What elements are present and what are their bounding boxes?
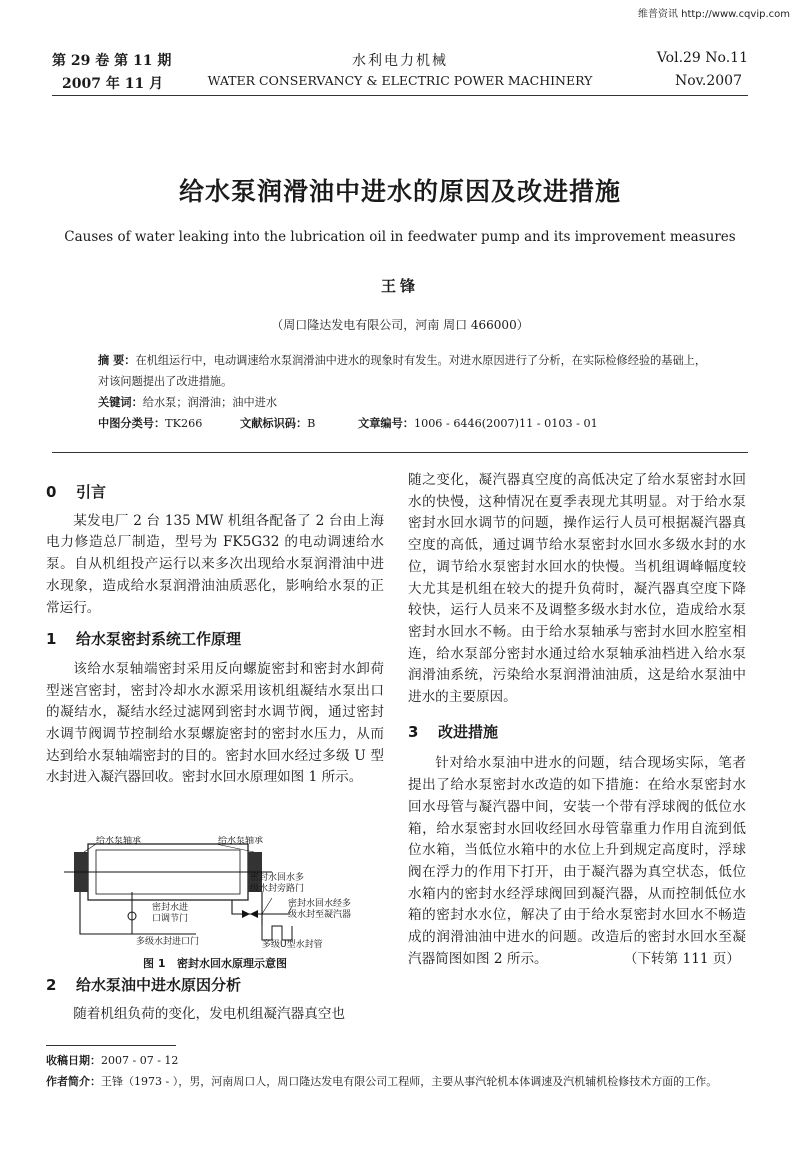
fig1-label: 多级水封进口门 — [136, 937, 200, 947]
author-name: 王锋 — [380, 277, 419, 295]
left-column — [46, 482, 384, 789]
fig1-label: 级水封至凝汽器 — [288, 910, 352, 920]
watermark: 维普资讯 http://www.cqvip.com — [637, 9, 790, 20]
paragraph-intro: 某发电厂 2 台 135 MW 机组各配备了 2 台由上海电力修造总厂制造，型号为 FK5G32 的电动调速给水泵。自从机组投产运行以来多次出现给水泵润滑油中进水现象，造成给水泵润滑油油质恶化，影响给水泵的正常运行。 — [46, 512, 384, 616]
left-column-bottom — [46, 975, 384, 1025]
date-en: Nov.2007 — [674, 73, 742, 89]
section-heading: 2 给水泵油中进水原因分析 — [46, 976, 242, 994]
article-title: 给水泵润滑油中进水的原因及改进措施 — [178, 177, 621, 206]
abstract — [98, 350, 710, 392]
classification-line — [98, 413, 710, 434]
figure-1-caption: 图 1 密封水回水原理示意图 — [143, 957, 287, 970]
article-title-en: Causes of water leaking into the lubrication oil in feedwater pump and its improvement measures — [64, 229, 736, 245]
volume-issue-en: Vol.29 No.11 — [656, 50, 748, 66]
article-no-label: 文章编号： — [358, 417, 414, 430]
section-heading: 0 引言 — [46, 483, 107, 501]
figure-1-diagram — [56, 836, 376, 948]
fig1-label: 密封水回水多 — [250, 873, 305, 883]
date-cn: 2007 年 11 月 — [62, 76, 164, 92]
clc-value: TK266 — [165, 417, 203, 430]
fig1-label: 级水封旁路门 — [250, 884, 305, 894]
paragraph-seal-principle: 该给水泵轴端密封采用反向螺旋密封和密封水卸荷型迷宫密封，密封冷却水水源采用该机组凝结水泵出口的凝结水，凝结水经过滤网到密封水调节阀，通过密封水调节阀调节控制给水泵螺旋密封的密封水压力，从而达到给水泵轴端密封的目的。密封水回水经过多级 U 型水封进入凝汽器回收。密封水回水原理如图 1 所示。 — [46, 660, 384, 786]
section-heading: 1 给水泵密封系统工作原理 — [46, 630, 242, 649]
footnote-rule — [46, 1045, 176, 1046]
journal-name-cn: 水利电力机械 — [352, 53, 448, 69]
fig1-label: 多级U型水封管 — [262, 940, 323, 948]
keywords — [98, 392, 710, 413]
fig1-label: 密封水回水经多 — [288, 899, 352, 909]
abstract-rule — [52, 452, 748, 453]
keywords-label: 关键词： — [98, 396, 143, 409]
fig1-label: 密封水进 — [152, 903, 189, 913]
abstract-label: 摘 要： — [98, 354, 136, 367]
clc-label: 中图分类号： — [98, 417, 166, 430]
paragraph-cause-cont: 随之变化，凝汽器真空度的高低决定了给水泵密封水回水的快慢，这种情况在夏季表现尤其明显。对于给水泵密封水回水调节的问题，操作运行人员可根据凝汽器真空度的高低，通过调节给水泵密封水回水多级水封的水位，调节给水泵密封水回水的快慢。当机组调峰幅度较大尤其是机组在较大的提升负荷时，凝汽器真空度下降较快，运行人员来不及调整多级水封水位，造成给水泵密封水回水不畅。由于给水泵轴承与密封水回水腔室相连，给水泵部分密封水通过给水泵轴承油档进入给水泵润滑油系统，污染给水泵润滑油油质，这是给水泵油中进水的主要原因。 — [408, 472, 746, 706]
received-date: 收稿日期：2007 - 07 - 12 — [46, 1054, 179, 1067]
author-bio: 作者简介：王锋（1973 - ），男，河南周口人，周口隆达发电有限公司工程师，主要从事汽轮机本体调速及汽机辅机检修技术方面的工作。 — [46, 1075, 718, 1088]
paragraph-measures: 针对给水泵油中进水的问题，结合现场实际，笔者提出了给水泵密封水改造的如下措施：在给水泵密封水回水母管与凝汽器中间，安装一个带有浮球阀的低位水箱，给水泵密封水回收经回水母管靠重力作用自流到低位水箱，当低位水箱中的水位上升到规定高度时，浮球阀在浮力的作用下打开，由于凝汽器为真空状态，低位水箱内的密封水经浮球阀回到凝汽器，从而控制低位水箱的密封水水位，解决了由于给水泵密封水回水不畅造成的润滑油油中进水的问题。改造后的密封水回水至凝汽器简图如图 2 所示。 — [408, 755, 746, 967]
doc-code-label: 文献标识码： — [240, 417, 308, 430]
author-affiliation: （周口隆达发电有限公司，河南 周口 466000） — [271, 318, 529, 332]
section-heading: 3 改进措施 — [408, 722, 499, 741]
journal-name-en: WATER CONSERVANCY & ELECTRIC POWER MACHINERY — [207, 73, 593, 88]
abstract-block — [98, 350, 710, 434]
doc-code-value: B — [307, 417, 316, 430]
continued-note: （下转第 111 页） — [623, 951, 740, 968]
header-rule — [52, 95, 748, 96]
fig1-label: 口调节门 — [152, 914, 189, 924]
fig1-label: 给水泵轴承 — [218, 836, 264, 846]
article-no-value: 1006 - 6446(2007)11 - 0103 - 01 — [413, 417, 598, 430]
abstract-text: 在机组运行中，电动调速给水泵润滑油中进水的现象时有发生。对进水原因进行了分析，在实际检修经验的基础上，对该问题提出了改进措施。 — [98, 354, 707, 388]
keywords-text: 给水泵；润滑油；油中进水 — [142, 396, 278, 409]
fig1-label: 给水泵轴承 — [96, 836, 142, 846]
volume-issue-cn: 第 29 卷 第 11 期 — [52, 53, 172, 69]
right-column — [408, 470, 746, 971]
paragraph-cause-start: 随着机组负荷的变化，发电机组凝汽器真空也 — [73, 1005, 346, 1022]
bypass-valve — [242, 910, 250, 918]
